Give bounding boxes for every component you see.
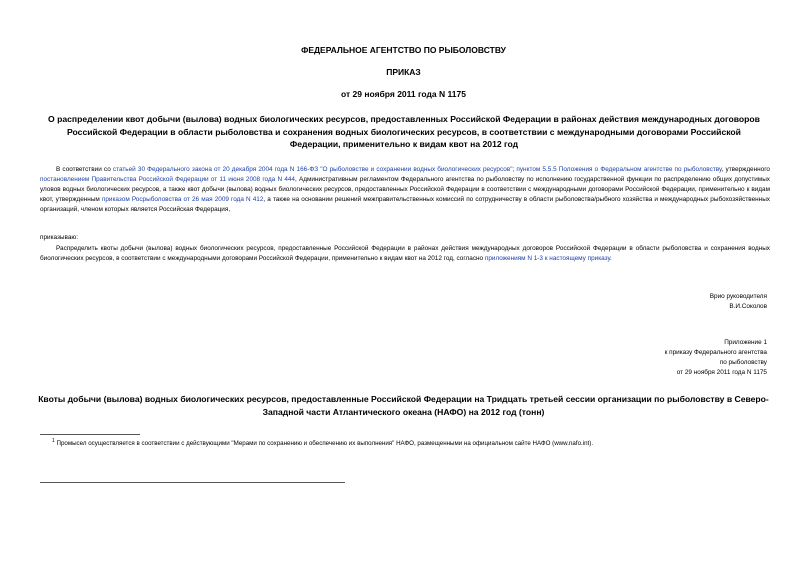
preamble-text-4: , Административным регламентом Федерального агентства по рыболовству по исполнению государственной функции по распределению общих допустимых уловов водных биологических ресурсов, а также квот добычи (вылова) водных биологических ресурсов, предоставленных Российской Федерации в соответствии с международными договорами Российской Федерации, применительно к видам квот xyxy=(40,176,770,203)
document-date-number: от 29 ноября 2011 года N 1175 xyxy=(341,89,466,99)
order-text: Распределить квоты добычи (вылова) водных биологических ресурсов, предоставленные Российской Федерации в районах действия международных договоров Российской Федерации в области рыболовства и сохранения водных биологических ресурсов, в соответствии с международными договорами Российской Федерации, применительно к видам квот на 2012 год, согласно xyxy=(40,245,770,262)
footnote-divider xyxy=(40,434,140,435)
appendix-line-3: по рыболовству xyxy=(719,359,767,366)
appendix-line-4: от 29 ноября 2011 года N 1175 xyxy=(676,369,767,376)
appendix-line-1: Приложение 1 xyxy=(724,339,767,346)
footnote-mark: 1 xyxy=(52,438,55,444)
preamble-text-5: , утвержденным xyxy=(51,196,102,203)
bottom-divider xyxy=(40,482,345,483)
rosrybolovstvo-order-link[interactable]: приказом Росрыболовства от 26 мая 2009 года N 412 xyxy=(101,196,264,203)
regulation-link[interactable]: пунктом 5.5.5 Положения о Федеральном агентстве по рыболовству xyxy=(516,166,722,173)
order-end: . xyxy=(610,255,612,262)
signature-name: В.И.Соколов xyxy=(729,303,767,310)
government-decree-link[interactable]: постановлением Правительства Российской Федерации от 11 июня 2008 года N 444 xyxy=(40,176,295,183)
preamble-text-6: , а также на основании решений межправительственных комиссий по сотрудничеству в области рыболовства/рыбного хозяйства и международных рыбохозяйственных организаций, членом которых является Российская Федерация, xyxy=(40,196,771,213)
law-article-link[interactable]: статьей 30 Федерального закона от 20 декабря 2004 года N 166-ФЗ "О рыболовстве и сохранении водных биологических ресурсов" xyxy=(112,166,513,173)
document-type: ПРИКАЗ xyxy=(386,67,421,77)
footnote xyxy=(52,436,593,449)
agency-name: ФЕДЕРАЛЬНОЕ АГЕНТСТВО ПО РЫБОЛОВСТВУ xyxy=(301,45,506,55)
appendix-title: Квоты добычи (вылова) водных биологических ресурсов, предоставленные Российской Федерации на Тридцать третьей сессии организации по рыболовству в Северо-Западной части Атлантического океана (НАФО) на 2012 год (тонн) xyxy=(38,394,769,417)
appendices-link[interactable]: приложениям N 1-3 к настоящему приказу xyxy=(484,255,611,262)
document-title: О распределении квот добычи (вылова) водных биологических ресурсов, предоставленных Российской Федерации в районах действия международных договоров Российской Федерации в области рыболовства и сохранения водных биологических ресурсов, в соответствии с международными договорами Российской Федерации, применительно к видам квот на 2012 год xyxy=(48,114,760,149)
preamble-text-1: В соответствии со xyxy=(56,166,113,173)
order-paragraph xyxy=(40,244,770,264)
appendix-header xyxy=(665,338,767,378)
preamble-text-2: ; xyxy=(512,166,517,173)
appendix-line-2: к приказу Федерального агентства xyxy=(664,349,767,356)
footnote-text: Промысел осуществляется в соответствии с действующими "Мерами по сохранению и обеспечению их выполнения" НАФО, размещенными на официальном сайте НАФО (www.nafo.int). xyxy=(54,440,594,448)
signature-position: Врио руководителя xyxy=(709,293,767,300)
signature-block xyxy=(710,292,767,312)
order-word: приказываю: xyxy=(40,234,78,241)
preamble-paragraph xyxy=(40,165,770,215)
preamble-text-3: , утвержденного xyxy=(721,166,770,173)
